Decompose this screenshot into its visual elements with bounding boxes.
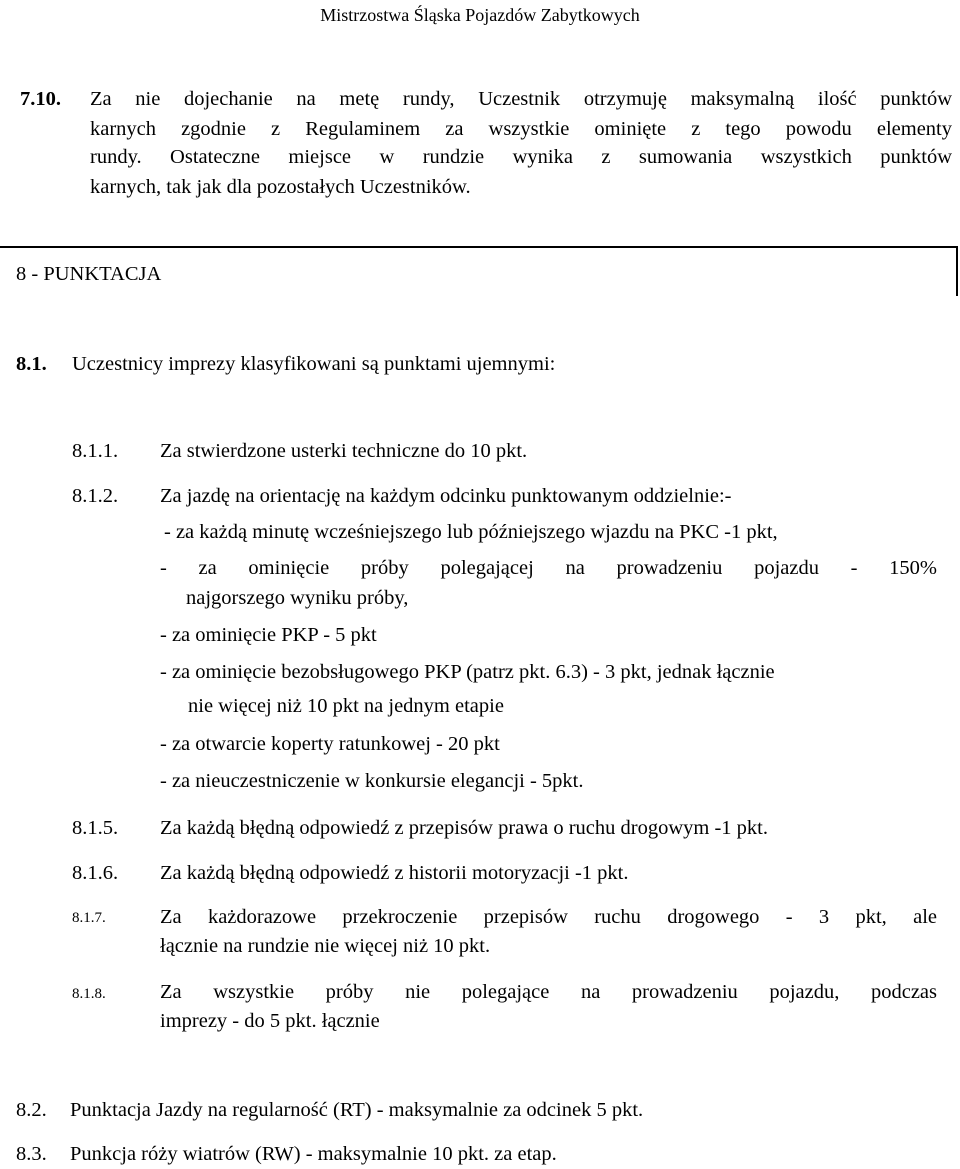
penalty-item-minute: - za każdą minutę wcześniejszego lub późniejszego wjazdu na PKC -1 pkt, xyxy=(164,521,778,543)
section-8-3-number: 8.3. xyxy=(16,1143,47,1165)
section-7-10-line-1: Za nie dojechanie na metę rundy, Uczestnik otrzymuję maksymalną ilość punktów xyxy=(90,88,952,110)
section-8-1-6-number: 8.1.6. xyxy=(72,862,119,884)
section-8-1-8-line-1: Za wszystkie próby nie polegające na prowadzeniu pojazdu, podczas xyxy=(160,981,937,1003)
penalty-item-trial-line-1: - za ominięcie próby polegającej na prowadzeniu pojazdu - 150% xyxy=(160,557,937,579)
section-8-title: 8 - PUNKTACJA xyxy=(16,263,162,285)
section-8-1-7-line-2: łącznie na rundzie nie więcej niż 10 pkt. xyxy=(160,935,491,957)
section-8-1-8-line-2: imprezy - do 5 pkt. łącznie xyxy=(160,1010,380,1032)
penalty-item-unmanned-line-2: nie więcej niż 10 pkt na jednym etapie xyxy=(188,695,504,717)
section-8-1-6-text: Za każdą błędną odpowiedź z historii motoryzacji -1 pkt. xyxy=(160,862,629,884)
section-8-1-5-number: 8.1.5. xyxy=(72,817,119,839)
section-7-10-line-3: rundy. Ostateczne miejsce w rundzie wynika z sumowania wszystkich punktów xyxy=(90,146,952,168)
section-8-2-text: Punktacja Jazdy na regularność (RT) - maksymalnie za odcinek 5 pkt. xyxy=(70,1099,644,1121)
page-header: Mistrzostwa Śląska Pojazdów Zabytkowych xyxy=(320,5,640,25)
section-8-1-5-text: Za każdą błędną odpowiedź z przepisów prawa o ruchu drogowym -1 pkt. xyxy=(160,817,768,839)
section-7-10-line-4: karnych, tak jak dla pozostałych Uczestników. xyxy=(90,176,471,198)
penalty-item-unmanned-line-1: - za ominięcie bezobsługowego PKP (patrz pkt. 6.3) - 3 pkt, jednak łącznie xyxy=(160,661,775,683)
penalty-item-elegance: - za nieuczestniczenie w konkursie elegancji - 5pkt. xyxy=(160,770,584,792)
section-7-10-line-2: karnych zgodnie z Regulaminem za wszystkie ominięte z tego powodu elementy xyxy=(90,118,952,140)
penalty-item-envelope: - za otwarcie koperty ratunkowej - 20 pkt xyxy=(160,733,500,755)
section-8-1-2-number: 8.1.2. xyxy=(72,485,119,507)
section-8-1-7-line-1: Za każdorazowe przekroczenie przepisów ruchu drogowego - 3 pkt, ale xyxy=(160,906,937,928)
section-7-10-number: 7.10. xyxy=(20,88,61,110)
section-8-1-7-number: 8.1.7. xyxy=(72,910,106,926)
section-8-1-text: Uczestnicy imprezy klasyfikowani są punktami ujemnymi: xyxy=(72,353,556,375)
section-8-1-1-text: Za stwierdzone usterki techniczne do 10 pkt. xyxy=(160,440,528,462)
section-8-1-8-number: 8.1.8. xyxy=(72,986,106,1002)
penalty-item-trial-line-2: najgorszego wyniku próby, xyxy=(186,587,409,609)
section-8-1-number: 8.1. xyxy=(16,353,47,375)
section-8-2-number: 8.2. xyxy=(16,1099,47,1121)
section-8-3-text: Punkcja róży wiatrów (RW) - maksymalnie 10 pkt. za etap. xyxy=(70,1143,557,1165)
penalty-item-pkp: - za ominięcie PKP - 5 pkt xyxy=(160,624,377,646)
section-8-1-2-text: Za jazdę na orientację na każdym odcinku punktowanym oddzielnie:- xyxy=(160,485,732,507)
section-8-1-1-number: 8.1.1. xyxy=(72,440,119,462)
